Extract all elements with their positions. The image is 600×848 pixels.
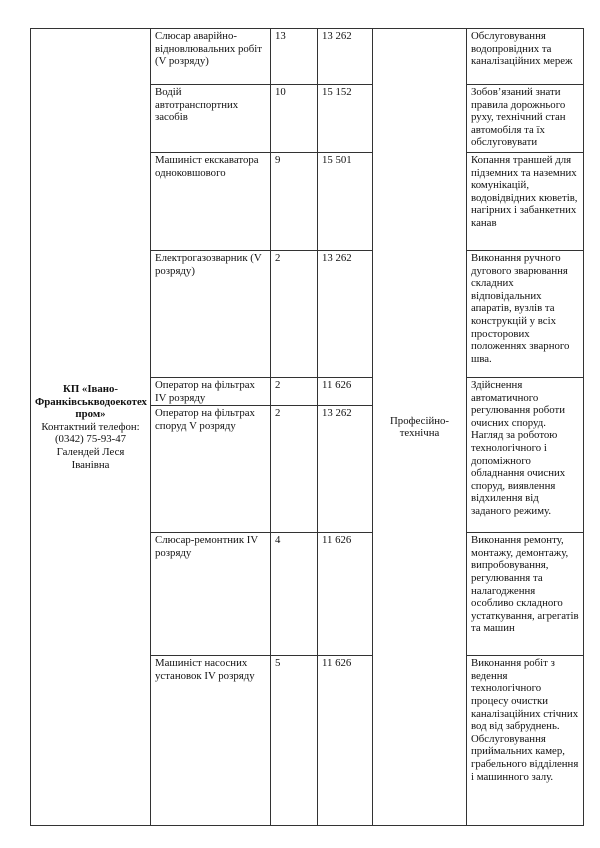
contact-name-first: Галендей Леся xyxy=(56,445,125,458)
salary-cell: 13 262 xyxy=(318,251,373,378)
phone-number: (0342) 75-93-47 xyxy=(54,433,127,446)
duties-cell: Обслуговування водопровідних та каналізаційних мереж xyxy=(467,29,584,85)
contact-name-last: Іванівна xyxy=(71,458,110,471)
vacancy-table xyxy=(30,28,584,826)
count-cell: 9 xyxy=(271,153,318,251)
employer-name: КП «Івано-Франківськводоекотех пром» xyxy=(35,383,147,421)
duties-cell: Зобов’язаний знати правила дорожнього руху, технічний стан автомобіля та їх обслуговувати xyxy=(467,85,584,153)
position-cell: Слюсар-ремонтник IV розряду xyxy=(151,533,271,656)
salary-cell: 11 626 xyxy=(318,533,373,656)
salary-cell: 15 501 xyxy=(318,153,373,251)
count-cell: 5 xyxy=(271,656,318,826)
duties-cell: Виконання робіт з ведення технологічного процесу очистки каналізаційних стічних вод від забруднень. Обслуговування приймальних камер, грабельного відділення і машинного залу. xyxy=(467,656,584,826)
duties-cell: Виконання ручного дугового зварювання складних відповідальних апаратів, вузлів та конструкцій у всіх просторових положеннях зварного шва. xyxy=(467,251,584,378)
phone-label: Контактний телефон: xyxy=(41,420,140,433)
position-cell: Машиніст насосних установок IV розряду xyxy=(151,656,271,826)
salary-cell: 11 626 xyxy=(318,656,373,826)
count-cell: 13 xyxy=(271,29,318,85)
duties-cell: Здійснення автоматичного регулювання роботи очисних споруд. Нагляд за роботою технологічного і допоміжного обладнання очисних споруд, виявлення відхилення від заданого режиму. xyxy=(467,378,584,533)
position-cell: Машиніст екскаватора одноковшового xyxy=(151,153,271,251)
salary-cell: 13 262 xyxy=(318,29,373,85)
position-cell: Оператор на фільтрах споруд V розряду xyxy=(151,406,271,533)
salary-cell: 15 152 xyxy=(318,85,373,153)
position-cell: Електрогазозварник (V розряду) xyxy=(151,251,271,378)
table-row xyxy=(31,29,584,85)
duties-cell: Виконання ремонту, монтажу, демонтажу, випробовування, регулювання та налагодження особливо складного устаткування, агрегатів та машин xyxy=(467,533,584,656)
position-cell: Оператор на фільтрах IV розряду xyxy=(151,378,271,406)
count-cell: 4 xyxy=(271,533,318,656)
position-cell: Слюсар аварійно-відновлювальних робіт (V розряду) xyxy=(151,29,271,85)
count-cell: 2 xyxy=(271,406,318,533)
count-cell: 2 xyxy=(271,251,318,378)
salary-cell: 11 626 xyxy=(318,378,373,406)
count-cell: 10 xyxy=(271,85,318,153)
count-cell: 2 xyxy=(271,378,318,406)
salary-cell: 13 262 xyxy=(318,406,373,533)
employer-cell xyxy=(31,29,151,826)
position-cell: Водій автотранспортних засобів xyxy=(151,85,271,153)
duties-cell: Копання траншей для підземних та наземних комунікацій, водовідвідних кюветів, нагірних і забанкетних канав xyxy=(467,153,584,251)
education-type-cell: Професійно-технічна xyxy=(373,29,467,826)
